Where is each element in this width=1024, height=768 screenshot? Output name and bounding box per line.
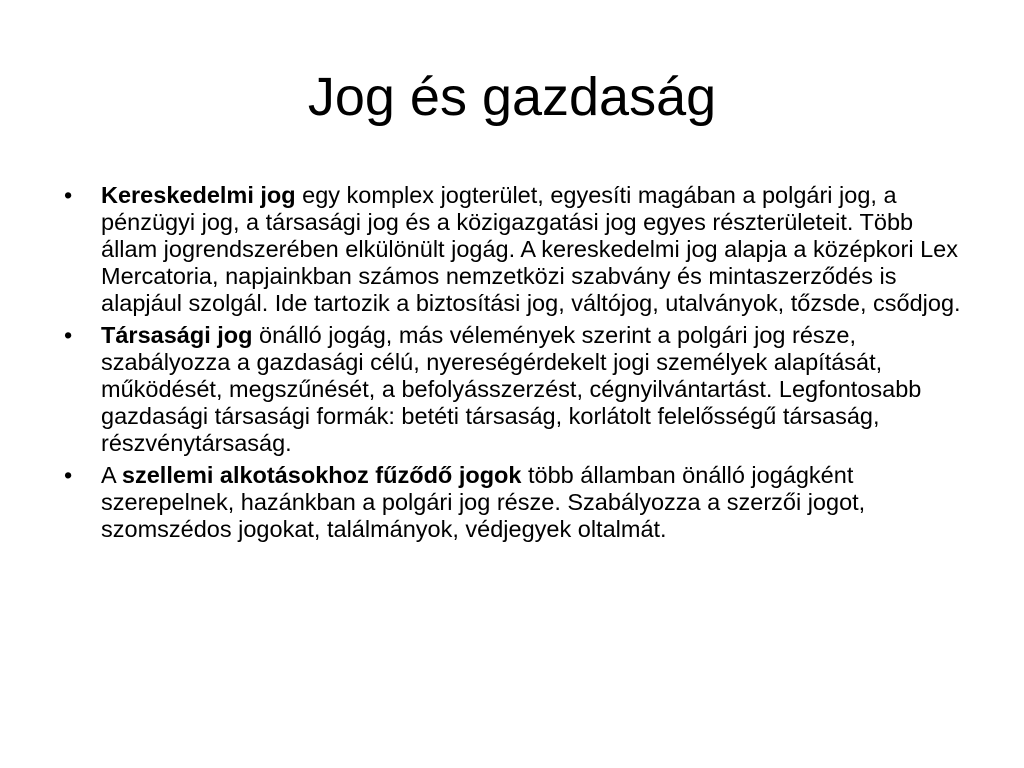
bullet-body-text: több államban önálló jogágként szerepelnek, hazánkban a polgári jog része. Szabályozza a szerzői jogot, szomszédos jogokat, találmányok, védjegyek oltalmát.	[101, 462, 866, 542]
bullet-bold-term: Társasági jog	[101, 322, 253, 348]
bullet-body-text: önálló jogág, más vélemények szerint a polgári jog része, szabályozza a gazdasági célú, nyereségérdekelt jogi személyek alapítását, működését, megszűnését, a befolyásszerzést, cégnyilvántartást. Legfontosabb gazdasági társasági formák: betéti társaság, korlátolt felelősségű társaság, részvénytársaság.	[101, 322, 922, 456]
bullet-marker: •	[64, 462, 73, 488]
bullet-item-tarsasagi-jog	[64, 322, 974, 457]
bullet-item-szellemi-alkotasok	[64, 462, 974, 543]
bullet-pre-text: A	[101, 462, 122, 488]
bullet-bold-term: szellemi alkotásokhoz fűződő jogok	[121, 462, 522, 488]
bullet-item-kereskedelmi-jog	[64, 182, 974, 317]
bullet-marker: •	[64, 322, 73, 348]
bullet-text	[101, 322, 921, 456]
bullet-body-text: egy komplex jogterület, egyesíti magában a polgári jog, a pénzügyi jog, a társasági jog és a közigazgatási jog egyes részterületeit. Több állam jogrendszerében elkülönült jogág. A kereskedelmi jog alapja a középkori Lex Mercatoria, napjainkban számos nemzetközi szabvány és mintaszerződés is alapjául szolgál. Ide tartozik a biztosítási jog, váltójog, utalványok, tőzsde, csődjog.	[101, 182, 961, 316]
bullet-marker: •	[64, 182, 73, 208]
slide-title: Jog és gazdaság	[307, 67, 717, 127]
bullet-bold-term: Kereskedelmi jog	[101, 182, 296, 208]
bullet-text	[101, 182, 961, 316]
bullet-list	[64, 182, 974, 548]
bullet-text	[101, 462, 865, 542]
